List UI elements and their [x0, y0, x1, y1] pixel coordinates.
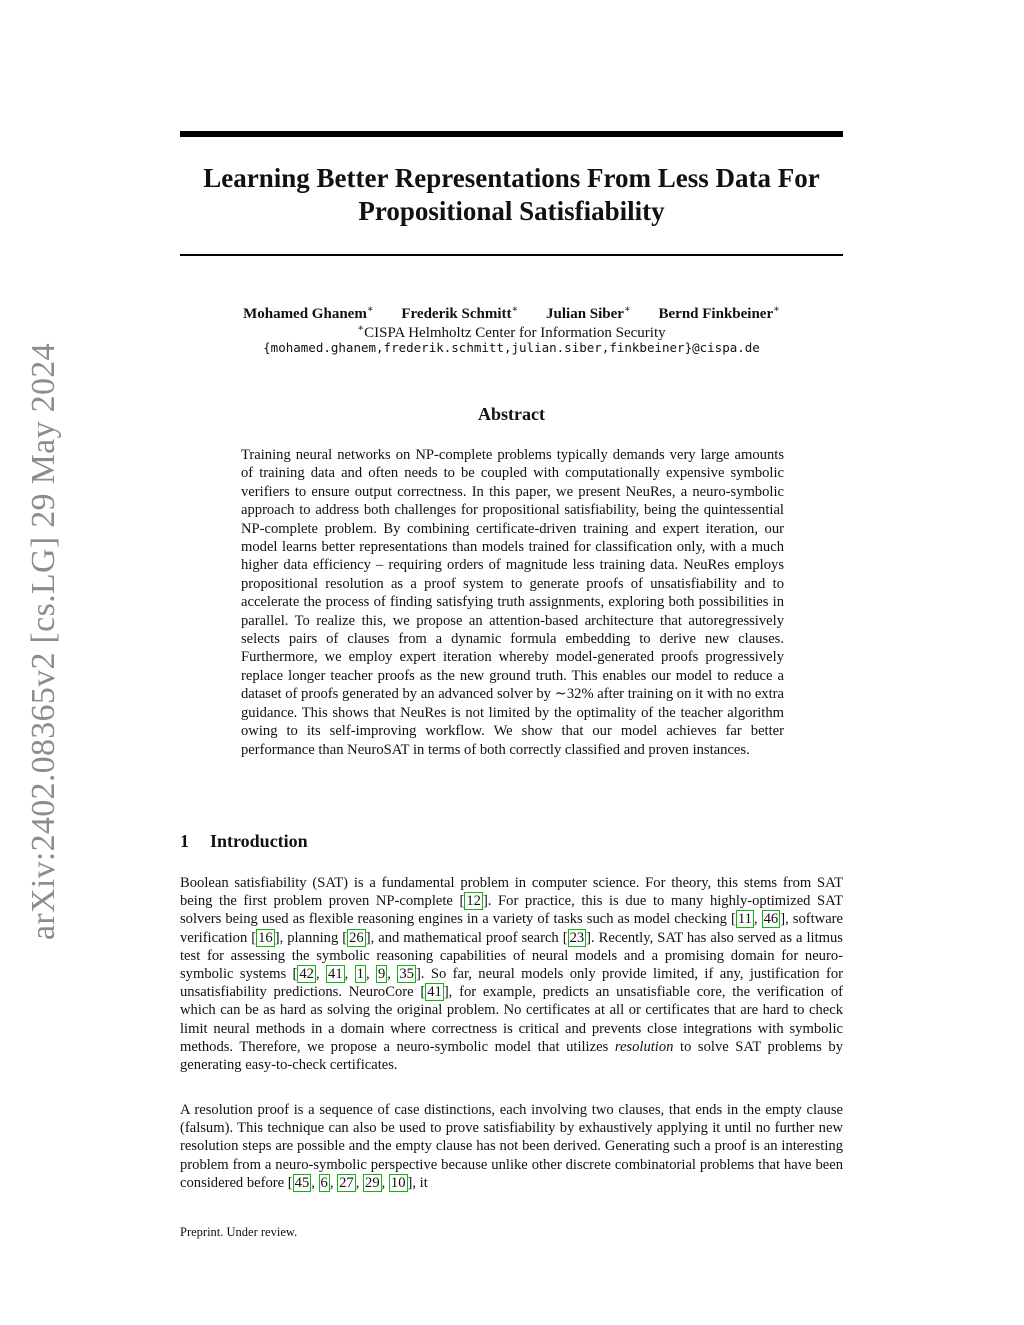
affiliation: ∗CISPA Helmholtz Center for Information Security — [357, 323, 666, 341]
arxiv-identifier: arXiv:2402.08365v2 [cs.LG] 29 May 2024 — [25, 343, 62, 940]
citation-link[interactable]: 16 — [258, 929, 273, 946]
abstract-text: Training neural networks on NP-complete problems typically demands very large amounts of training data and often needs to be coupled with computationally expensive symbolic verifiers to ensure output correctness. In this paper, we present NeuRes, a neuro-symbolic approach to address both challenges for propositional satisfiability, being the quintessential NP-complete problem. By combining certificate-driven training and expert iteration, our model learns better representations than models trained for classification only, with a much higher data efficiency – requiring orders of magnitude less training data. NeuRes employs propositional resolution as a proof system to generate proofs of unsatisfiability and to accelerate the process of finding satisfying truth assignments, exploring both possibilities in parallel. To realize this, we propose an attention-based architecture that autoregressively selects pairs of clauses from a dynamic formula embedding to derive new clauses. Furthermore, we employ expert iteration whereby model-generated proofs progressively replace longer teacher proofs as the new ground truth. This enables our model to reduce a dataset of proofs generated by an advanced solver by ∼32% after training on it with no extra guidance. This shows that NeuRes is not limited by the optimality of the teacher algorithm owing to its self-improving workflow. We show that our model achieves far better performance than NeuroSAT in terms of both correctly classified and proven instances. — [241, 447, 784, 758]
citation-link[interactable]: 46 — [763, 911, 779, 928]
citation-link[interactable]: 12 — [466, 893, 481, 910]
author-emails: {mohamed.ghanem,frederik.schmitt,julian.siber,finkbeiner}@cispa.de — [263, 340, 760, 355]
citation-link[interactable]: 1 — [356, 966, 364, 983]
paper-title — [150, 162, 873, 228]
citation-link[interactable]: 23 — [569, 929, 585, 946]
citation-link[interactable]: 6 — [320, 1174, 328, 1191]
citation-link[interactable]: 10 — [390, 1174, 406, 1191]
abstract-heading: Abstract — [478, 404, 545, 424]
author: Julian Siber∗ — [546, 304, 631, 322]
citation-link[interactable]: 41 — [328, 966, 343, 983]
footer-note: Preprint. Under review. — [180, 1225, 298, 1239]
citation-link[interactable]: 41 — [427, 984, 442, 1001]
intro-paragraph-1: Boolean satisfiability (SAT) is a fundamental problem in computer science. For theory, this stems from SAT being the first problem proven NP-complete [ 12 ]. For practice, this is due to many highly-optimized SAT solvers being used as flexible reasoning engines in a variety of tasks such as model checking [ 11 , 46 ], software verification [ 16 ], planning [ 26 ], and mathematical proof search [ 23 ]. Recently, SAT has also served as a litmus test for assessing the symbolic reasoning capabilities of neural models and a promising domain for neuro-symbolic systems [ 42 , 41 , 1 , 9 , 35 ]. So far, neural models only provide limited, if any, justification for unsatisfiability predictions. NeuroCore [ 41 ], for example, predicts an unsatisfiable core, the verification of which can be as hard as solving the original problem. No certificates at all or certificates that are hard to check limit neural methods in a domain where correctness is critical and prevents close integrations with symbolic methods. Therefore, we propose a neuro-symbolic model that utilizes resolution to solve SAT problems by generating easy-to-check certificates. — [180, 875, 844, 1074]
intro-paragraph-2: A resolution proof is a sequence of case distinctions, each involving two clauses, that ends in the empty clause (falsum). This technique can also be used to prove satisfiability by exhaustively applying it until no further new resolution steps are possible and the empty clause has not been derived. Generating such a proof is an interesting problem from a neuro-symbolic perspective because unlike other discrete combinatorial problems that have been considered before [ 45 , 6 , 27 , 29 , 10 ], it — [180, 1102, 843, 1191]
citation-link[interactable]: 27 — [339, 1174, 354, 1191]
citation-link[interactable]: 9 — [378, 966, 386, 983]
author: Frederik Schmitt∗ — [401, 304, 519, 322]
citation-link[interactable]: 11 — [737, 911, 752, 928]
author: Mohamed Ghanem∗ — [243, 304, 374, 322]
citation-link[interactable]: 42 — [299, 966, 314, 983]
title-top-rule — [180, 131, 843, 137]
citation-link[interactable]: 29 — [365, 1174, 380, 1191]
title-line-1: Learning Better Representations From Less Data For — [203, 163, 820, 193]
citation-link[interactable]: 35 — [399, 966, 414, 983]
citation-link[interactable]: 45 — [294, 1174, 310, 1191]
section-heading-introduction — [180, 830, 308, 852]
section-number: 1 — [180, 831, 189, 851]
citation-link[interactable]: 26 — [349, 929, 364, 946]
section-title: Introduction — [210, 831, 308, 851]
author: Bernd Finkbeiner∗ — [658, 304, 780, 322]
title-bottom-rule — [180, 254, 843, 256]
title-line-2: Propositional Satisfiability — [358, 196, 665, 226]
